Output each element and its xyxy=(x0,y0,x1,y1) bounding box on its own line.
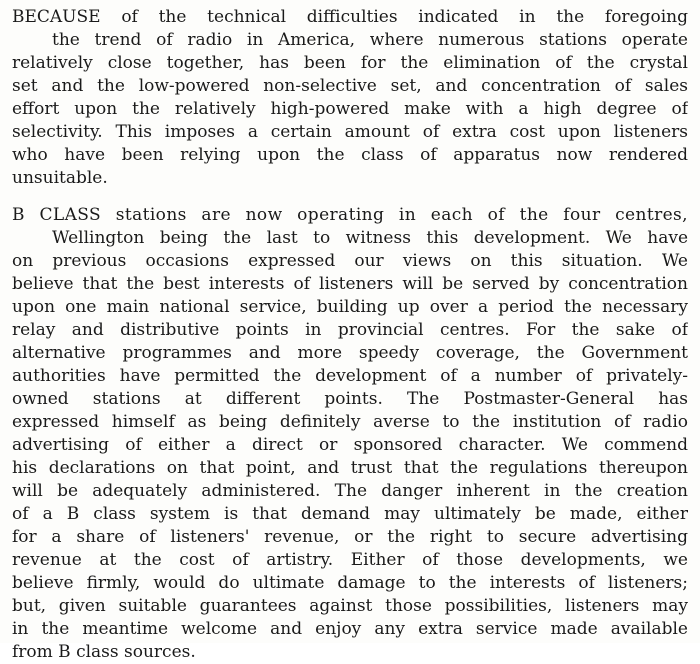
text-line: the trend of radio in America, where numerous stations operate xyxy=(52,30,688,50)
text-line: from B class sources. xyxy=(12,642,196,662)
paragraph-b-class-stations xyxy=(12,204,688,664)
text-line: relay and distributive points in provincial centres. For the sake of xyxy=(12,320,688,340)
text-line: relatively close together, has been for the elimination of the crystal xyxy=(12,53,688,73)
text-line: alternative programmes and more speedy coverage, the Government xyxy=(12,343,688,363)
text-line: expressed himself as being definitely averse to the institution of radio xyxy=(12,412,688,432)
text-line: believe that the best interests of listeners will be served by concentration xyxy=(12,274,688,294)
text-line: BECAUSE of the technical difficulties indicated in the foregoing xyxy=(12,7,688,27)
text-line: authorities have permitted the development of a number of privately- xyxy=(12,366,688,386)
text-line: advertising of either a direct or sponsored character. We commend xyxy=(12,435,688,455)
text-line: revenue at the cost of artistry. Either of those developments, we xyxy=(12,550,688,570)
text-line: set and the low-powered non-selective set, and concentration of sales xyxy=(12,76,688,96)
text-line: upon one main national service, building up over a period the necessary xyxy=(12,297,688,317)
text-line: who have been relying upon the class of apparatus now rendered xyxy=(12,145,688,165)
text-line: will be adequately administered. The danger inherent in the creation xyxy=(12,481,688,501)
text-line: effort upon the relatively high-powered make with a high degree of xyxy=(12,99,688,119)
text-line: unsuitable. xyxy=(12,168,108,188)
text-line: selectivity. This imposes a certain amount of extra cost upon listeners xyxy=(12,122,688,142)
text-line: of a B class system is that demand may ultimately be made, either xyxy=(12,504,688,524)
text-line: on previous occasions expressed our views on this situation. We xyxy=(12,251,688,271)
text-line: owned stations at different points. The Postmaster-General has xyxy=(12,389,688,409)
text-line: for a share of listeners' revenue, or the right to secure advertising xyxy=(12,527,688,547)
text-line: B CLASS stations are now operating in each of the four centres, xyxy=(12,205,688,225)
text-line: Wellington being the last to witness this development. We have xyxy=(52,228,688,248)
text-line: but, given suitable guarantees against those possibilities, listeners may xyxy=(12,596,688,616)
paragraph-radio-trend xyxy=(12,6,688,190)
text-line: believe firmly, would do ultimate damage to the interests of listeners; xyxy=(12,573,688,593)
text-line: his declarations on that point, and trust that the regulations thereupon xyxy=(12,458,688,478)
text-line: in the meantime welcome and enjoy any extra service made available xyxy=(12,619,688,639)
